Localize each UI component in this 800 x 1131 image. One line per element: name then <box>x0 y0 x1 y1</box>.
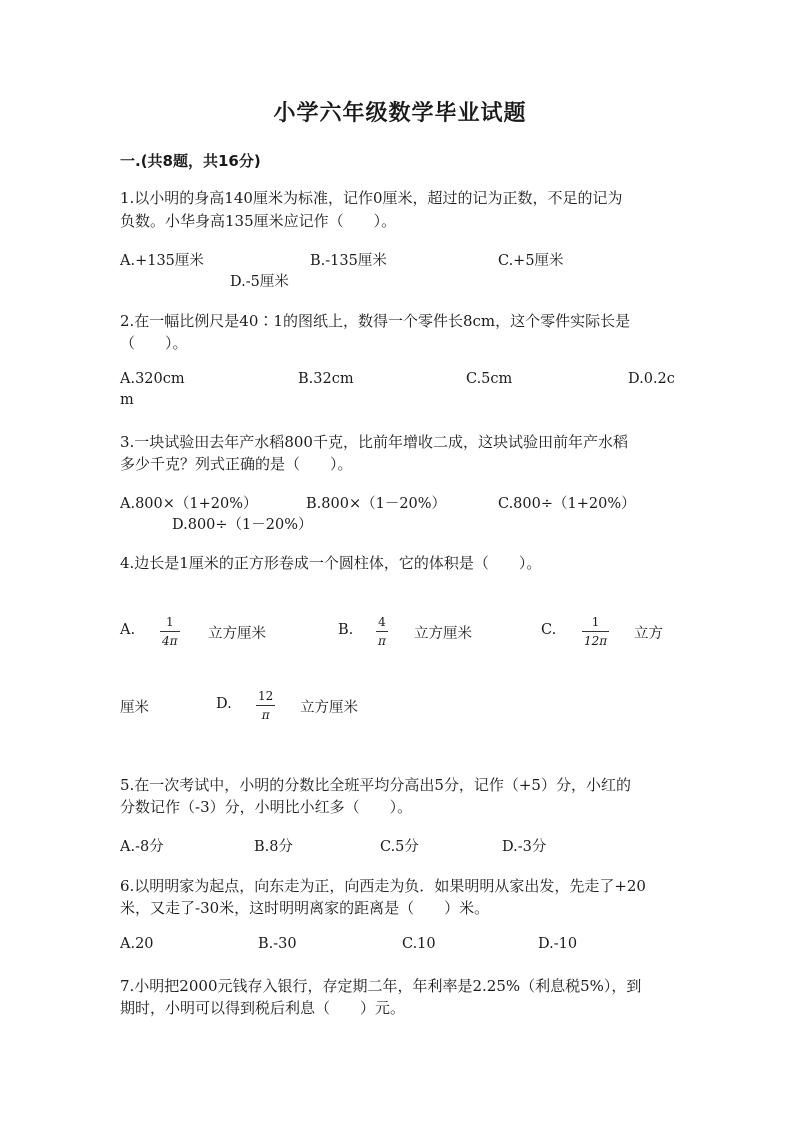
question-5-line-1: 5.在一次考试中，小明的分数比全班平均分高出5分，记作（+5）分，小红的 <box>120 776 631 794</box>
question-1-line-2: 负数。小华身高135厘米应记作（ ）。 <box>120 212 397 230</box>
question-1-option-a: A.+135厘米 <box>120 253 204 269</box>
question-4-option-c-unit-wrap: 厘米 <box>120 700 149 716</box>
question-4-option-c-fraction <box>582 616 609 647</box>
fraction-numerator: 1 <box>591 615 600 629</box>
fraction-denominator: 12π <box>584 634 608 648</box>
question-6-option-b: B.-30 <box>258 936 297 952</box>
question-5-option-b: B.8分 <box>254 839 293 855</box>
question-3-option-b: B.800×（1－20%） <box>306 496 447 512</box>
question-4-option-a-fraction <box>160 616 180 647</box>
question-3-line-1: 3.一块试验田去年产水稻800千克，比前年增收二成，这块试验田前年产水稻 <box>120 433 628 451</box>
question-5-option-d: D.-3分 <box>502 839 547 855</box>
fraction-denominator: π <box>261 708 270 722</box>
question-4-option-d-label: D. <box>216 696 232 712</box>
question-4-option-a-unit: 立方厘米 <box>208 626 266 642</box>
question-5-option-c: C.5分 <box>380 839 419 855</box>
question-2-option-d-wrap: m <box>120 392 134 408</box>
question-4-option-d-unit: 立方厘米 <box>300 700 358 716</box>
question-4-option-b-label: B. <box>338 622 354 638</box>
question-7-line-1: 7.小明把2000元钱存入银行，存定期二年，年利率是2.25%（利息税5%），到 <box>120 977 642 995</box>
question-5-option-a: A.-8分 <box>120 839 164 855</box>
fraction-numerator: 12 <box>258 689 274 703</box>
page-title: 小学六年级数学毕业试题 <box>273 101 527 126</box>
question-4-option-c-label: C. <box>541 622 557 638</box>
question-4-line-1: 4.边长是1厘米的正方形卷成一个圆柱体，它的体积是（ ）。 <box>120 554 542 572</box>
question-1-option-c: C.+5厘米 <box>498 253 564 269</box>
question-4-option-d-fraction <box>256 690 275 721</box>
fraction-numerator: 4 <box>378 615 386 629</box>
question-2-option-d: D.0.2c <box>628 371 675 387</box>
question-1-option-d: D.-5厘米 <box>230 274 289 290</box>
question-7-line-2: 期时，小明可以得到税后利息（ ）元。 <box>120 999 406 1017</box>
question-3-option-c: C.800÷（1+20%） <box>498 496 636 512</box>
fraction-denominator: 4π <box>162 634 178 648</box>
question-6-line-2: 米，又走了-30米，这时明明离家的距离是（ ）米。 <box>120 899 490 917</box>
question-6-option-a: A.20 <box>120 936 154 952</box>
question-3-line-2: 多少千克？列式正确的是（ ）。 <box>120 455 353 473</box>
question-4-option-b-fraction <box>376 616 388 647</box>
question-6-option-c: C.10 <box>402 936 436 952</box>
question-3-option-a: A.800×（1+20%） <box>120 496 258 512</box>
section-heading: 一.(共8题，共16分) <box>120 152 261 170</box>
question-2-option-c: C.5cm <box>466 371 513 387</box>
question-1-line-1: 1.以小明的身高140厘米为标准，记作0厘米，超过的记为正数，不足的记为 <box>120 189 623 207</box>
fraction-numerator: 1 <box>165 615 174 629</box>
question-2-option-a: A.320cm <box>120 371 185 387</box>
question-6-line-1: 6.以明明家为起点，向东走为正，向西走为负．如果明明从家出发，先走了+20 <box>120 877 646 895</box>
question-4-option-a-label: A. <box>120 622 136 638</box>
question-2-option-b: B.32cm <box>298 371 354 387</box>
question-3-option-d: D.800÷（1－20%） <box>172 517 313 533</box>
question-1-option-b: B.-135厘米 <box>310 253 387 269</box>
question-5-line-2: 分数记作（-3）分，小明比小红多（ ）。 <box>120 798 413 816</box>
question-2-line-2: （ ）。 <box>120 334 188 352</box>
question-4-option-b-unit: 立方厘米 <box>414 626 472 642</box>
question-4-option-c-unit: 立方 <box>634 626 663 642</box>
question-6-option-d: D.-10 <box>538 936 578 952</box>
fraction-denominator: π <box>378 634 386 648</box>
question-2-line-1: 2.在一幅比例尺是40∶1的图纸上，数得一个零件长8cm，这个零件实际长是 <box>120 312 631 330</box>
